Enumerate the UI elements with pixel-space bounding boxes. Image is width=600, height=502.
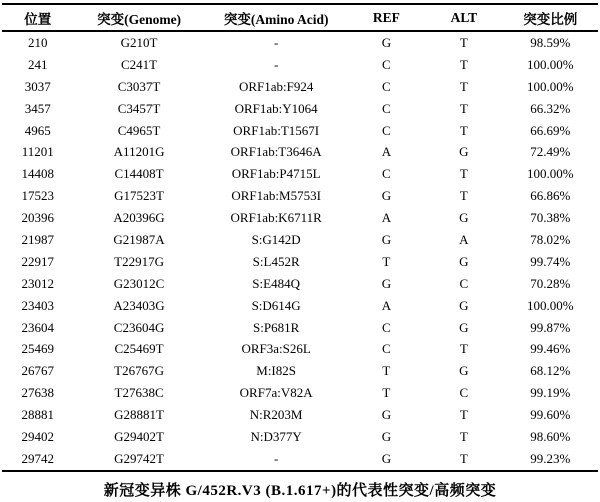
column-header-alt: ALT xyxy=(425,4,502,31)
cell-alt: A xyxy=(459,231,469,247)
cell-mutation-genome: A23403G xyxy=(113,297,165,313)
cell-mutation-amino-acid: S:L452R xyxy=(252,253,300,269)
cell-mutation-ratio: 66.69% xyxy=(530,122,571,138)
cell-ref: C xyxy=(382,100,391,116)
cell-mutation-amino-acid: ORF1ab:P4715L xyxy=(231,166,321,182)
cell-ref: G xyxy=(381,34,392,50)
cell-mutation-genome: C14408T xyxy=(114,166,164,182)
cell-mutation-genome: A11201G xyxy=(113,144,165,160)
cell-ref: C xyxy=(382,56,391,72)
mutation-table xyxy=(2,3,598,472)
cell-ref: G xyxy=(381,231,392,247)
cell-mutation-ratio: 99.46% xyxy=(530,341,571,357)
table-header xyxy=(2,4,598,31)
cell-position: 20396 xyxy=(21,210,54,226)
cell-alt: G xyxy=(459,210,469,226)
cell-alt: G xyxy=(459,363,469,379)
cell-alt: G xyxy=(459,319,469,335)
cell-mutation-genome: G23012C xyxy=(113,275,165,291)
cell-alt: T xyxy=(459,188,468,204)
cell-position: 27638 xyxy=(21,385,54,401)
cell-mutation-ratio: 98.59% xyxy=(530,34,571,50)
table-row xyxy=(2,98,598,120)
cell-mutation-ratio: 99.74% xyxy=(530,253,571,269)
cell-mutation-amino-acid: ORF1ab:T1567I xyxy=(233,122,320,138)
cell-ref: T xyxy=(382,363,391,379)
table-row xyxy=(2,163,598,185)
cell-alt: T xyxy=(459,56,468,72)
cell-mutation-ratio: 100.00% xyxy=(527,56,574,72)
cell-mutation-genome: T27638C xyxy=(114,385,164,401)
table-row xyxy=(2,141,598,163)
table-row xyxy=(2,54,598,76)
cell-ref: G xyxy=(381,188,392,204)
cell-position: 29742 xyxy=(21,450,54,466)
cell-mutation-ratio: 99.87% xyxy=(530,319,571,335)
table-body xyxy=(2,31,598,471)
cell-position: 3457 xyxy=(24,100,51,116)
cell-mutation-genome: G17523T xyxy=(114,188,164,204)
cell-ref: G xyxy=(381,450,392,466)
cell-mutation-ratio: 78.02% xyxy=(530,231,571,247)
cell-alt: T xyxy=(459,407,468,423)
cell-mutation-ratio: 66.32% xyxy=(530,100,571,116)
cell-position: 11201 xyxy=(21,144,54,160)
cell-mutation-genome: G21987A xyxy=(113,231,165,247)
cell-mutation-genome: G29742T xyxy=(114,450,164,466)
table-row xyxy=(2,382,598,404)
cell-mutation-genome: C3457T xyxy=(117,100,161,116)
cell-mutation-ratio: 98.60% xyxy=(530,428,571,444)
cell-mutation-ratio: 100.00% xyxy=(527,78,574,94)
table-row xyxy=(2,185,598,207)
cell-mutation-genome: C25469T xyxy=(114,341,164,357)
cell-position: 14408 xyxy=(21,166,54,182)
cell-alt: T xyxy=(459,34,468,50)
cell-mutation-ratio: 99.60% xyxy=(530,407,571,423)
cell-ref: T xyxy=(382,253,391,269)
cell-mutation-genome: T26767G xyxy=(114,363,164,379)
cell-mutation-ratio: 72.49% xyxy=(530,144,571,160)
table-row xyxy=(2,120,598,142)
cell-alt: C xyxy=(459,275,469,291)
cell-mutation-genome: G210T xyxy=(120,34,158,50)
cell-mutation-ratio: 66.86% xyxy=(530,188,571,204)
cell-position: 21987 xyxy=(21,231,54,247)
table-row xyxy=(2,317,598,339)
cell-alt: T xyxy=(459,100,468,116)
cell-mutation-amino-acid: ORF1ab:Y1064 xyxy=(234,100,318,116)
cell-mutation-ratio: 100.00% xyxy=(527,297,574,313)
cell-ref: G xyxy=(381,275,392,291)
cell-position: 3037 xyxy=(24,78,51,94)
cell-alt: G xyxy=(459,253,469,269)
cell-mutation-amino-acid: - xyxy=(273,56,279,72)
cell-position: 23012 xyxy=(21,275,54,291)
cell-position: 29402 xyxy=(21,428,54,444)
cell-mutation-ratio: 99.23% xyxy=(530,450,571,466)
cell-alt: T xyxy=(459,122,468,138)
cell-position: 26767 xyxy=(21,363,54,379)
cell-position: 25469 xyxy=(21,341,54,357)
cell-alt: T xyxy=(459,428,468,444)
cell-mutation-amino-acid: ORF3a:S26L xyxy=(241,341,311,357)
cell-mutation-amino-acid: S:G142D xyxy=(251,231,301,247)
table-row xyxy=(2,31,598,54)
cell-ref: G xyxy=(381,428,392,444)
cell-mutation-ratio: 68.12% xyxy=(530,363,571,379)
cell-mutation-amino-acid: ORF7a:V82A xyxy=(239,385,313,401)
cell-ref: A xyxy=(381,210,392,226)
cell-alt: G xyxy=(459,297,469,313)
cell-ref: G xyxy=(381,407,392,423)
column-header-mutation-genome: 突变(Genome) xyxy=(74,4,205,31)
cell-mutation-amino-acid: ORF1ab:F924 xyxy=(238,78,314,94)
table-caption: 新冠变异株 G/452R.V3 (B.1.617+)的代表性突变/高频突变 xyxy=(103,482,497,499)
column-header-mutation-amino-acid: 突变(Amino Acid) xyxy=(205,4,348,31)
cell-mutation-amino-acid: N:D377Y xyxy=(250,428,302,444)
cell-ref: C xyxy=(382,78,391,94)
cell-position: 23403 xyxy=(21,297,54,313)
cell-mutation-amino-acid: ORF1ab:T3646A xyxy=(230,144,322,160)
cell-mutation-amino-acid: - xyxy=(273,450,279,466)
cell-alt: C xyxy=(459,385,469,401)
cell-mutation-genome: T22917G xyxy=(114,253,164,269)
cell-ref: C xyxy=(382,166,391,182)
table-row xyxy=(2,360,598,382)
cell-position: 23604 xyxy=(21,319,54,335)
cell-mutation-genome: G29402T xyxy=(114,428,164,444)
table-row xyxy=(2,448,598,471)
column-header-mutation-ratio: 突变比例 xyxy=(503,4,598,31)
cell-mutation-genome: C4965T xyxy=(117,122,161,138)
table-row xyxy=(2,273,598,295)
table-row xyxy=(2,426,598,448)
cell-position: 17523 xyxy=(21,188,54,204)
cell-ref: C xyxy=(382,122,391,138)
cell-position: 22917 xyxy=(21,253,54,269)
column-header-position: 位置 xyxy=(2,4,74,31)
cell-mutation-amino-acid: - xyxy=(273,34,279,50)
cell-alt: T xyxy=(459,450,468,466)
cell-mutation-amino-acid: M:I82S xyxy=(256,363,296,379)
table-row xyxy=(2,295,598,317)
cell-position: 28881 xyxy=(21,407,54,423)
cell-mutation-amino-acid: S:P681R xyxy=(253,319,300,335)
cell-mutation-ratio: 70.28% xyxy=(530,275,571,291)
cell-mutation-genome: C241T xyxy=(121,56,158,72)
cell-mutation-genome: A20396G xyxy=(113,210,165,226)
cell-alt: T xyxy=(459,341,468,357)
table-row xyxy=(2,76,598,98)
cell-ref: A xyxy=(381,144,392,160)
cell-alt: G xyxy=(459,144,469,160)
cell-position: 241 xyxy=(28,56,48,72)
cell-mutation-genome: C3037T xyxy=(117,78,161,94)
cell-position: 210 xyxy=(28,34,48,50)
table-row xyxy=(2,207,598,229)
cell-mutation-amino-acid: ORF1ab:K6711R xyxy=(230,210,322,226)
cell-ref: T xyxy=(382,385,391,401)
cell-mutation-amino-acid: N:R203M xyxy=(249,407,303,423)
table-row xyxy=(2,338,598,360)
column-header-ref: REF xyxy=(348,4,425,31)
cell-mutation-genome: G28881T xyxy=(114,407,164,423)
cell-mutation-genome: C23604G xyxy=(113,319,165,335)
table-row xyxy=(2,404,598,426)
cell-position: 4965 xyxy=(24,122,51,138)
cell-ref: C xyxy=(382,319,391,335)
cell-alt: T xyxy=(459,166,468,182)
cell-ref: A xyxy=(381,297,392,313)
cell-mutation-amino-acid: ORF1ab:M5753I xyxy=(231,188,321,204)
cell-mutation-amino-acid: S:D614G xyxy=(251,297,301,313)
table-row xyxy=(2,229,598,251)
cell-ref: C xyxy=(382,341,391,357)
table-header-row xyxy=(2,4,598,31)
cell-mutation-ratio: 100.00% xyxy=(527,166,574,182)
cell-alt: T xyxy=(459,78,468,94)
cell-mutation-ratio: 99.19% xyxy=(530,385,571,401)
cell-mutation-amino-acid: S:E484Q xyxy=(252,275,300,291)
table-row xyxy=(2,251,598,273)
cell-mutation-ratio: 70.38% xyxy=(530,210,571,226)
